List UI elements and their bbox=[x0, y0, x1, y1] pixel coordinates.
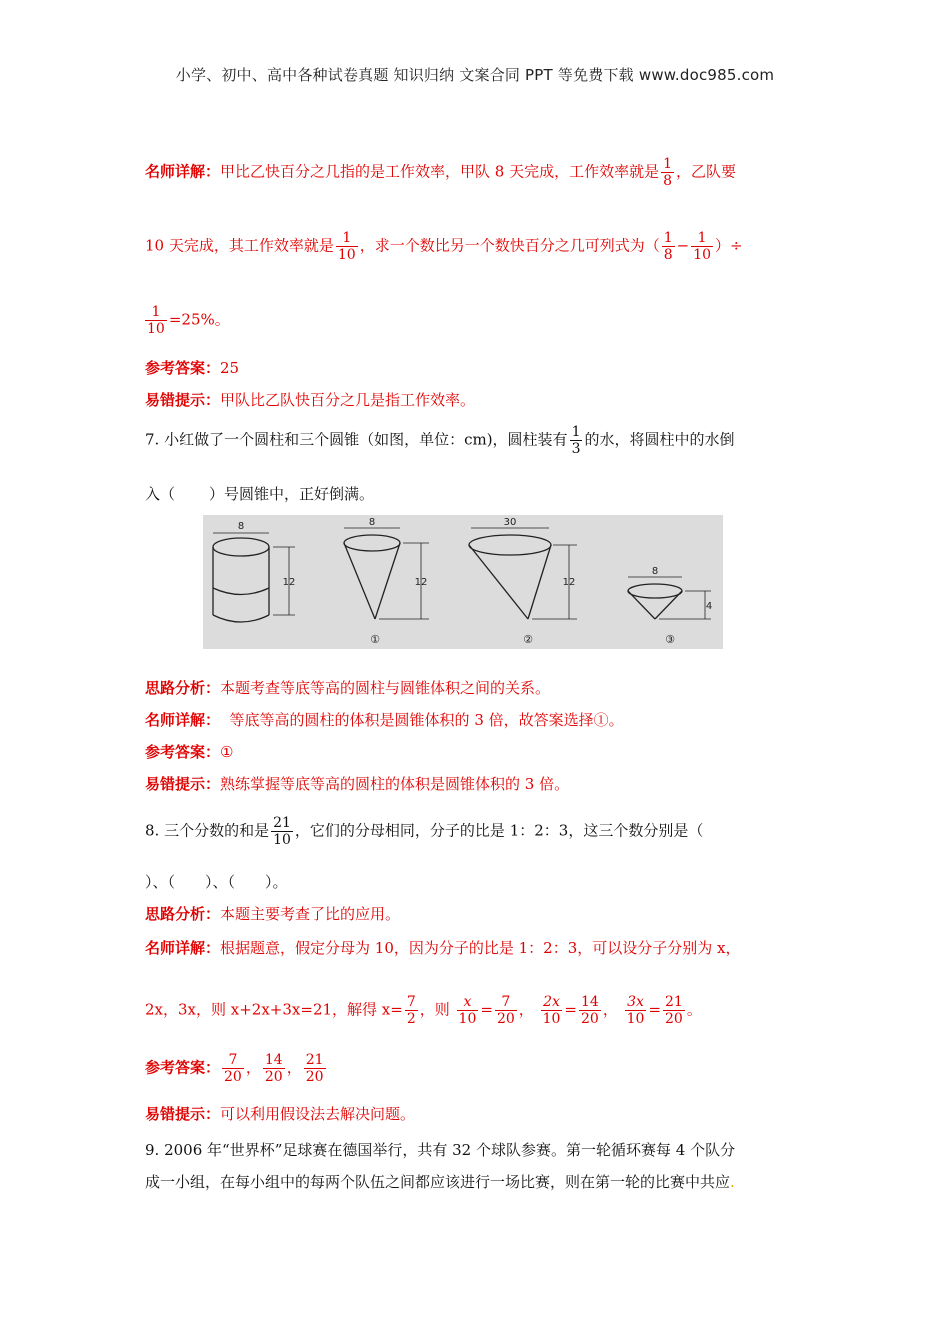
denominator: 20 bbox=[224, 1069, 242, 1085]
label: 参考答案： bbox=[145, 359, 221, 377]
fraction bbox=[222, 1052, 244, 1085]
q6-tip bbox=[145, 388, 475, 412]
q7-detail bbox=[145, 708, 624, 732]
text: 根据题意，假定分母为 10，因为分子的比是 1：2：3，可以设分子分别为 x， bbox=[220, 939, 741, 957]
fraction bbox=[661, 156, 674, 189]
q7-question-line-2 bbox=[145, 482, 374, 506]
fraction bbox=[336, 230, 358, 263]
denominator: 20 bbox=[305, 1069, 324, 1085]
comma: ， bbox=[245, 1058, 261, 1077]
label: 名师详解： bbox=[145, 162, 221, 181]
text: 甲比乙快百分之几指的是工作效率，甲队 8 天完成，工作效率就是 bbox=[220, 162, 660, 181]
text: 10 天完成，其工作效率就是 bbox=[145, 236, 334, 255]
denominator: 2 bbox=[406, 1011, 416, 1027]
label: 名师详解： bbox=[145, 939, 221, 957]
numerator: 1 bbox=[663, 230, 673, 246]
numerator: 14 bbox=[580, 994, 599, 1010]
cone-1-label: ① bbox=[370, 633, 380, 646]
comma: ， bbox=[518, 1000, 534, 1019]
denominator: 20 bbox=[665, 1011, 683, 1027]
denominator: 10 bbox=[147, 321, 165, 337]
q7-question-line-1 bbox=[145, 424, 735, 457]
fraction bbox=[625, 994, 647, 1027]
denominator: 3 bbox=[571, 441, 581, 457]
equals: = bbox=[648, 1000, 662, 1019]
label: 易错提示： bbox=[145, 775, 221, 793]
text: 的水，将圆柱中的水倒 bbox=[584, 430, 735, 449]
fraction bbox=[304, 1052, 326, 1085]
fraction bbox=[541, 994, 563, 1027]
text: 本题主要考查了比的应用。 bbox=[220, 905, 401, 923]
q8-detail-line-1 bbox=[145, 936, 741, 960]
label: 参考答案： bbox=[145, 1058, 221, 1077]
cone-3-diameter: 8 bbox=[651, 566, 659, 577]
numerator: 1 bbox=[151, 304, 161, 320]
denominator: 10 bbox=[458, 1011, 477, 1027]
fraction bbox=[691, 230, 713, 263]
text: ，它们的分母相同，分子的比是 1：2：3，这三个数分别是（ bbox=[294, 821, 704, 840]
numerator: 1 bbox=[571, 424, 581, 440]
q6-answer bbox=[145, 356, 239, 380]
numerator: 21 bbox=[273, 815, 291, 831]
text: 等底等高的圆柱的体积是圆锥体积的 3 倍，故答案选择①。 bbox=[220, 711, 624, 729]
text: ，则 bbox=[419, 1000, 450, 1019]
minus: − bbox=[676, 236, 690, 255]
comma: ， bbox=[602, 1000, 618, 1019]
label: 思路分析： bbox=[145, 905, 221, 923]
q7-tip bbox=[145, 772, 569, 796]
cylinder-figure bbox=[213, 521, 295, 622]
denominator: 10 bbox=[273, 832, 291, 848]
text: ，求一个数比另一个数快百分之几可列式为（ bbox=[359, 236, 660, 255]
label: 参考答案： bbox=[145, 743, 221, 761]
q8-question-line-2 bbox=[145, 870, 288, 894]
text: 熟练掌握等底等高的圆柱的体积是圆锥体积的 3 倍。 bbox=[220, 775, 570, 793]
cone-1-figure bbox=[344, 517, 429, 646]
denominator: 8 bbox=[663, 247, 673, 263]
numerator: 7 bbox=[228, 1052, 238, 1068]
equals: = bbox=[480, 1000, 493, 1019]
denominator: 10 bbox=[626, 1011, 645, 1027]
cone-3-figure bbox=[628, 566, 712, 646]
value: 25 bbox=[220, 359, 240, 377]
fraction bbox=[457, 994, 479, 1027]
text: 2x，3x，则 x+2x+3x=21，解得 x= bbox=[145, 1000, 403, 1019]
numerator: 21 bbox=[305, 1052, 324, 1068]
cylinder-diameter: 8 bbox=[237, 521, 245, 532]
q9-question-line-2 bbox=[145, 1170, 735, 1194]
fraction bbox=[271, 815, 293, 848]
numerator: 14 bbox=[264, 1052, 283, 1068]
cone-1-height: 12 bbox=[414, 577, 428, 588]
q8-answer bbox=[145, 1052, 328, 1085]
text: ，乙队要 bbox=[676, 162, 737, 181]
q6-detail-line-2 bbox=[145, 230, 743, 263]
fraction bbox=[663, 994, 685, 1027]
q8-tip bbox=[145, 1102, 415, 1126]
denominator: 20 bbox=[580, 1011, 599, 1027]
cone-2-figure bbox=[469, 517, 577, 646]
text: 入（ bbox=[145, 485, 176, 503]
q7-analysis bbox=[145, 676, 550, 700]
value: ① bbox=[220, 743, 234, 761]
denominator: 10 bbox=[693, 247, 712, 263]
numerator: x bbox=[463, 994, 472, 1010]
text: 8. 三个分数的和是 bbox=[145, 821, 270, 840]
geometry-figure bbox=[203, 515, 723, 649]
numerator: 2x bbox=[543, 994, 560, 1010]
numerator: 7 bbox=[501, 994, 511, 1010]
text: ）号圆锥中，正好倒满。 bbox=[209, 485, 375, 503]
cone-2-height: 12 bbox=[562, 577, 576, 588]
cylinder-height: 12 bbox=[282, 577, 296, 588]
equals: = bbox=[564, 1000, 577, 1019]
text: 成一小组，在每小组中的每两个队伍之间都应该进行一场比赛，则在第一轮的比赛中共应 bbox=[145, 1173, 731, 1191]
fraction bbox=[263, 1052, 285, 1085]
denominator: 10 bbox=[337, 247, 356, 263]
q8-detail-line-2 bbox=[145, 994, 702, 1027]
denominator: 20 bbox=[264, 1069, 283, 1085]
text: ）、（ ）、（ ）。 bbox=[145, 873, 288, 891]
text: 可以利用假设法去解决问题。 bbox=[220, 1105, 416, 1123]
decorative-dot: . bbox=[730, 1173, 735, 1191]
q6-detail-line-3 bbox=[145, 304, 230, 337]
comma: ， bbox=[286, 1058, 302, 1077]
q7-answer bbox=[145, 740, 233, 764]
numerator: 7 bbox=[406, 994, 416, 1010]
text: 9. 2006 年“世界杯”足球赛在德国举行，共有 32 个球队参赛。第一轮循环赛每 4 个队分 bbox=[145, 1141, 736, 1159]
fraction bbox=[405, 994, 418, 1027]
numerator: 1 bbox=[697, 230, 707, 246]
text: 7. 小红做了一个圆柱和三个圆锥（如图，单位：cm)，圆柱装有 bbox=[145, 430, 568, 449]
numerator: 1 bbox=[342, 230, 352, 246]
text: =25%。 bbox=[168, 310, 230, 329]
q9-question-line-1 bbox=[145, 1138, 735, 1162]
fraction bbox=[579, 994, 601, 1027]
q8-analysis bbox=[145, 902, 400, 926]
label: 思路分析： bbox=[145, 679, 221, 697]
q6-detail-line-1 bbox=[145, 156, 736, 189]
fraction bbox=[145, 304, 167, 337]
label: 名师详解： bbox=[145, 711, 221, 729]
text: 本题考查等底等高的圆柱与圆锥体积之间的关系。 bbox=[220, 679, 551, 697]
text: 甲队比乙队快百分之几是指工作效率。 bbox=[220, 391, 476, 409]
q8-question-line-1 bbox=[145, 815, 703, 848]
denominator: 10 bbox=[542, 1011, 561, 1027]
cone-3-height: 4 bbox=[705, 601, 713, 612]
label: 易错提示： bbox=[145, 1105, 221, 1123]
text: ）÷ bbox=[715, 236, 743, 255]
page-header: 小学、初中、高中各种试卷真题 知识归纳 文案合同 PPT 等免费下载 www.doc985.com bbox=[175, 66, 775, 84]
numerator: 21 bbox=[665, 994, 683, 1010]
denominator: 8 bbox=[663, 173, 673, 189]
period: 。 bbox=[686, 1000, 702, 1019]
fraction bbox=[570, 424, 583, 457]
cone-2-diameter: 30 bbox=[503, 517, 517, 528]
fraction bbox=[495, 994, 517, 1027]
numerator: 1 bbox=[663, 156, 673, 172]
label: 易错提示： bbox=[145, 391, 221, 409]
numerator: 3x bbox=[627, 994, 644, 1010]
fraction bbox=[662, 230, 675, 263]
cone-3-label: ③ bbox=[665, 633, 675, 646]
cone-1-diameter: 8 bbox=[368, 517, 376, 528]
cone-2-label: ② bbox=[523, 633, 533, 646]
denominator: 20 bbox=[496, 1011, 515, 1027]
